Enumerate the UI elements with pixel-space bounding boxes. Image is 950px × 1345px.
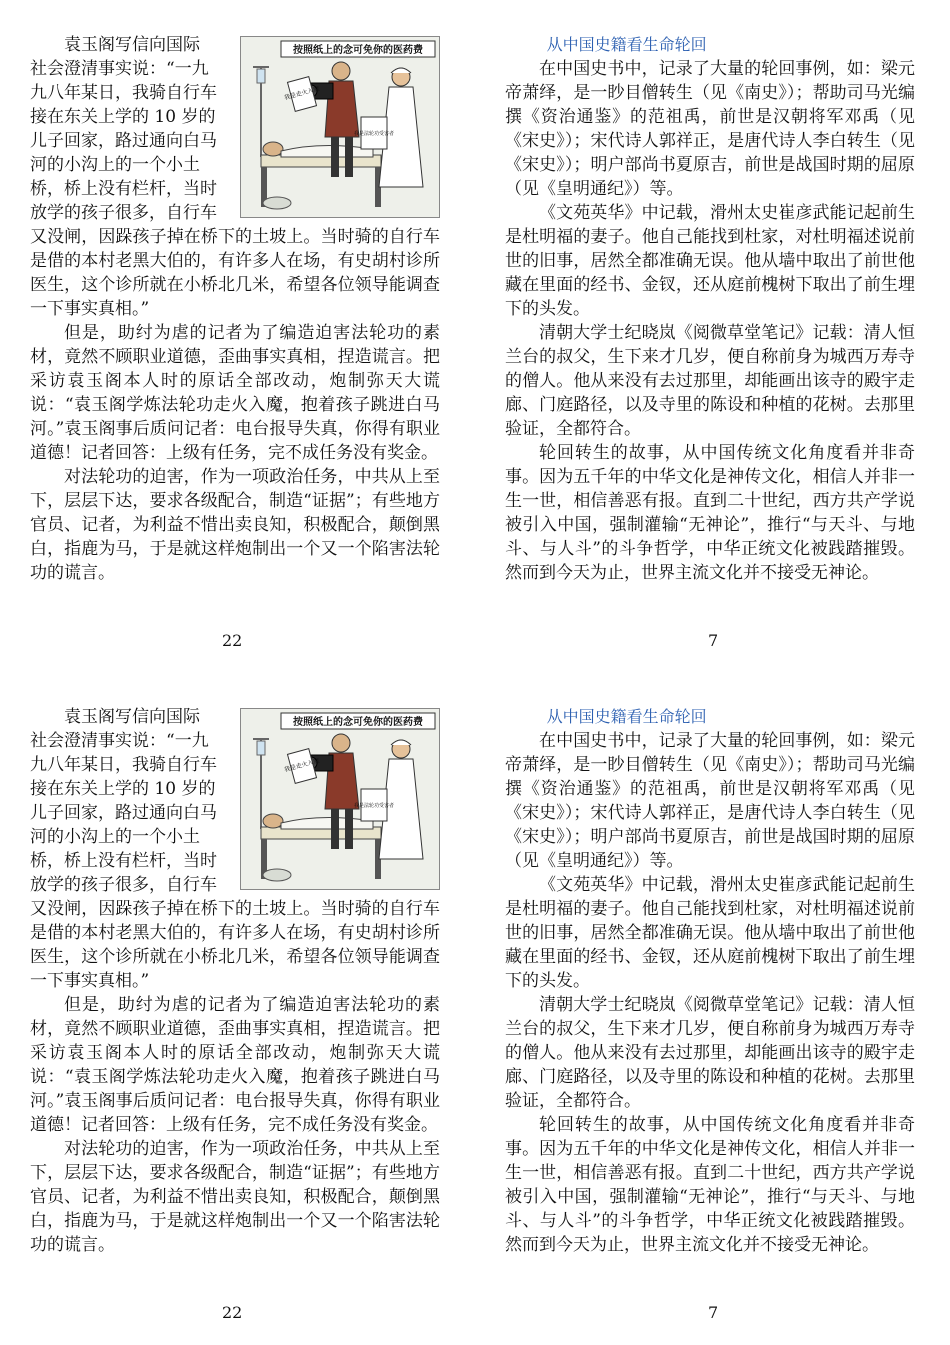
- intro-line: 河的小沟上的一个小土: [30, 155, 200, 175]
- cartoon-caption: 按照纸上的念可免你的医药费: [293, 45, 423, 56]
- page-number-left: 22: [222, 1303, 243, 1322]
- spread-top: [0, 0, 950, 672]
- intro-line: 儿子回家，路过通向白马: [30, 803, 217, 823]
- intro-line: 儿子回家，路过通向白马: [30, 131, 217, 151]
- cartoon-caption: 按照纸上的念可免你的医药费: [293, 717, 423, 728]
- page-number-right: 7: [708, 631, 719, 650]
- intro-line: 桥，桥上没有栏杆，当时: [30, 851, 217, 871]
- paragraph: 但是，助纣为虐的记者为了编造迫害法轮功的素材，竟然不顾职业道德，歪曲事实真相，捏造谎言。把采访袁玉阁本人时的原话全部改动，炮制弥天大谎说：“袁玉阁学炼法轮功走火入魔，抱着孩子跳进白马河。”袁玉阁事后质问记者：电台报导失真，你得有职业道德！记者回答：上级有任务，完不成任务没有奖金。: [30, 323, 440, 463]
- intro-line: 接在东关上学的 10 岁的: [30, 107, 216, 127]
- intro-line: 接在东关上学的 10 岁的: [30, 779, 216, 799]
- intro-lines: [30, 705, 226, 897]
- paragraph: 在中国史书中，记录了大量的轮回事例，如：梁元帝萧绎，是一眇目僧转生（见《南史》）；帮助司马光编撰《资治通鉴》的范祖禹，前世是汉朝将军邓禹（见《宋史》）；宋代诗人郭祥正，是唐代诗人李白转生（见《宋史》）；明户部尚书夏原吉，前世是战国时期的屈原（见《皇明通纪》）等。: [505, 59, 915, 199]
- paragraph: 清朝大学士纪晓岚《阅微草堂笔记》记载：清人恒兰台的叔父，生下来才几岁，便自称前身为城西万寿寺的僧人。他从来没有去过那里，却能画出该寺的殿宇走廊、门庭路径，以及寺里的陈设和种植的花树。去那里验证，全都符合。: [505, 323, 915, 439]
- paragraph: 轮回转生的故事，从中国传统文化角度看并非奇事。因为五千年的中华文化是神传文化，相信人并非一生一世，相信善恶有报。直到二十世纪，西方共产学说被引入中国，强制灌输“无神论”，推行“与天斗、与地斗、与人斗”的斗争哲学，中华正统文化被践踏摧毁。然而到今天为止，世界主流文化并不接受无神论。: [505, 1115, 915, 1255]
- intro-line: 桥，桥上没有栏杆，当时: [30, 179, 217, 199]
- intro-line: 放学的孩子很多，自行车: [30, 203, 217, 223]
- intro-line: 社会澄清事实说：“一九: [30, 731, 209, 751]
- paper-text: 我是走火入魔: [283, 757, 321, 774]
- right-page: [505, 705, 915, 1257]
- intro-line: 河的小沟上的一个小土: [30, 827, 200, 847]
- paragraph: 在中国史书中，记录了大量的轮回事例，如：梁元帝萧绎，是一眇目僧转生（见《南史》）；帮助司马光编撰《资治通鉴》的范祖禹，前世是汉朝将军邓禹（见《宋史》）；宋代诗人郭祥正，是唐代诗人李白转生（见《宋史》）；明户部尚书夏原吉，前世是战国时期的屈原（见《皇明通纪》）等。: [505, 731, 915, 871]
- paragraph: 《文苑英华》中记载，滑州太史崔彦武能记起前生是杜明福的妻子。他自己能找到杜家，对杜明福述说前世的旧事，居然全都准确无误。他从墙中取出了前世他藏在里面的经书、金钗，还从庭前槐树下取出了前生埋下的头发。: [505, 875, 915, 991]
- intro-line: 袁玉阁写信向国际: [64, 35, 200, 55]
- intro-lines: [30, 33, 226, 225]
- paragraph: 但是，助纣为虐的记者为了编造迫害法轮功的素材，竟然不顾职业道德，歪曲事实真相，捏造谎言。把采访袁玉阁本人时的原话全部改动，炮制弥天大谎说：“袁玉阁学炼法轮功走火入魔，抱着孩子跳进白马河。”袁玉阁事后质问记者：电台报导失真，你得有职业道德！记者回答：上级有任务，完不成任务没有奖金。: [30, 995, 440, 1135]
- paragraph: 轮回转生的故事，从中国传统文化角度看并非奇事。因为五千年的中华文化是神传文化，相信人并非一生一世，相信善恶有报。直到二十世纪，西方共产学说被引入中国，强制灌输“无神论”，推行“与天斗、与地斗、与人斗”的斗争哲学，中华正统文化被践踏摧毁。然而到今天为止，世界主流文化并不接受无神论。: [505, 443, 915, 583]
- intro-line: 社会澄清事实说：“一九: [30, 59, 209, 79]
- page-number-right: 7: [708, 1303, 719, 1322]
- paper-text: 我是走火入魔: [283, 85, 321, 102]
- cartoon-illustration: [240, 708, 440, 890]
- board-text: 我是法轮功受害者: [353, 803, 395, 809]
- spread-bottom: [0, 672, 950, 1344]
- intro-rest: 又没闸，因跺孩子掉在桥下的土坡上。当时骑的自行车是借的本村老黑大伯的，有许多人在场，有史胡村诊所医生，这个诊所就在小桥北几米，希望各位领导能调查一下事实真相。”: [30, 899, 440, 991]
- section-heading: 从中国史籍看生命轮回: [546, 35, 707, 54]
- board-text: 我是法轮功受害者: [353, 131, 395, 137]
- cartoon-illustration: [240, 36, 440, 218]
- page-number-left: 22: [222, 631, 243, 650]
- paragraph: 对法轮功的迫害，作为一项政治任务，中共从上至下，层层下达，要求各级配合，制造“证据”；有些地方官员、记者，为利益不惜出卖良知，积极配合，颠倒黑白，指鹿为马，于是就这样炮制出一个又一个陷害法轮功的谎言。: [30, 467, 440, 583]
- paragraph: 对法轮功的迫害，作为一项政治任务，中共从上至下，层层下达，要求各级配合，制造“证据”；有些地方官员、记者，为利益不惜出卖良知，积极配合，颠倒黑白，指鹿为马，于是就这样炮制出一个又一个陷害法轮功的谎言。: [30, 1139, 440, 1255]
- intro-line: 九八年某日，我骑自行车: [30, 83, 217, 103]
- paragraph: 清朝大学士纪晓岚《阅微草堂笔记》记载：清人恒兰台的叔父，生下来才几岁，便自称前身为城西万寿寺的僧人。他从来没有去过那里，却能画出该寺的殿宇走廊、门庭路径，以及寺里的陈设和种植的花树。去那里验证，全都符合。: [505, 995, 915, 1111]
- intro-line: 放学的孩子很多，自行车: [30, 875, 217, 895]
- intro-rest: 又没闸，因跺孩子掉在桥下的土坡上。当时骑的自行车是借的本村老黑大伯的，有许多人在场，有史胡村诊所医生，这个诊所就在小桥北几米，希望各位领导能调查一下事实真相。”: [30, 227, 440, 319]
- paragraph: 《文苑英华》中记载，滑州太史崔彦武能记起前生是杜明福的妻子。他自己能找到杜家，对杜明福述说前世的旧事，居然全都准确无误。他从墙中取出了前世他藏在里面的经书、金钗，还从庭前槐树下取出了前生埋下的头发。: [505, 203, 915, 319]
- intro-line: 袁玉阁写信向国际: [64, 707, 200, 727]
- right-page: [505, 33, 915, 585]
- intro-line: 九八年某日，我骑自行车: [30, 755, 217, 775]
- section-heading: 从中国史籍看生命轮回: [546, 707, 707, 726]
